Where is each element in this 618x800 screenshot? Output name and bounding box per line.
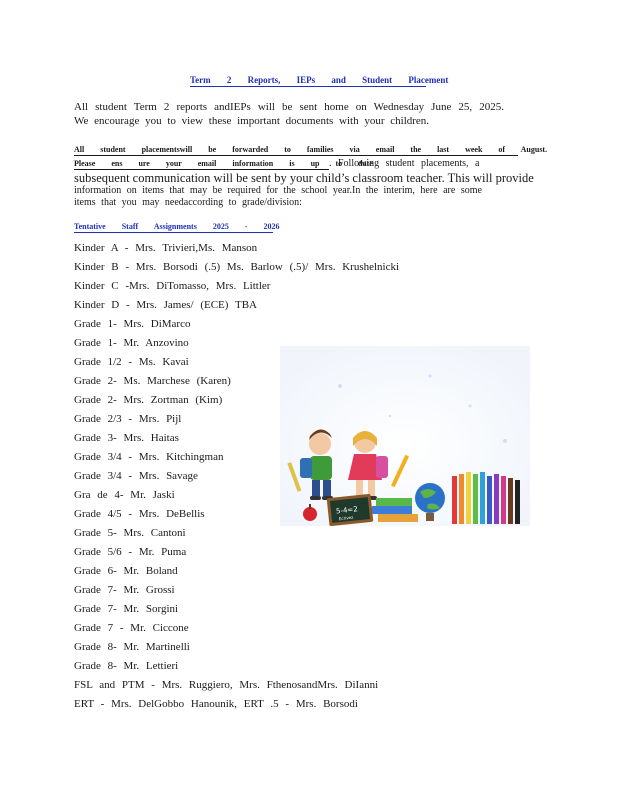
staff-item: Grade 1- Mrs. DiMarco <box>74 318 191 330</box>
staff-item: Grade 8- Mr. Martinelli <box>74 641 190 653</box>
chalkboard-text: 5-4=2 <box>335 505 359 516</box>
staff-item: Grade 2- Mrs. Zortman (Kim) <box>74 394 223 406</box>
staff-item: Kinder D - Mrs. James/ (ECE) TBA <box>74 299 257 311</box>
staff-item: Kinder A - Mrs. Trivieri,Ms. Manson <box>74 242 258 254</box>
staff-item: Grade 2- Ms. Marchese (Karen) <box>74 375 231 387</box>
chalkboard <box>327 494 374 526</box>
staff-heading: Tentative Staff Assignments 2025 - 2026 <box>74 222 280 231</box>
staff-item: FSL and PTM - Mrs. Ruggiero, Mrs. FthenosandMrs. DiIanni <box>74 679 379 691</box>
staff-item: Grade 4/5 - Mrs. DeBellis <box>74 508 205 520</box>
staff-item: Grade 7- Mr. Grossi <box>74 584 175 596</box>
section-heading-reports: Term 2 Reports, IEPs and Student Placement <box>190 75 449 85</box>
placement-line-5: items that you may needaccording to grade/division: <box>74 197 302 208</box>
staff-item: Kinder C -Mrs. DiTomasso, Mrs. Littler <box>74 280 271 292</box>
staff-item: Grade 1- Mr. Anzovino <box>74 337 189 349</box>
placement-line-3: subsequent communication will be sent by your child’s classroom teacher. This will provide <box>74 171 534 185</box>
placement-line-4: information on items that may be required for the school year.In the interim, here are some <box>74 185 482 196</box>
staff-item: Grade 7- Mr. Sorgini <box>74 603 179 615</box>
staff-item: Grade 6- Mr. Boland <box>74 565 178 577</box>
staff-item: Gra de 4- Mr. Jaski <box>74 489 175 501</box>
staff-item: Grade 5- Mrs. Cantoni <box>74 527 186 539</box>
staff-item: ERT - Mrs. DelGobbo Hanounik, ERT .5 - Mrs. Borsodi <box>74 698 358 710</box>
staff-item: Grade 2/3 - Mrs. Pijl <box>74 413 182 425</box>
staff-item: Kinder B - Mrs. Borsodi (.5) Ms. Barlow (.5)/ Mrs. Krushelnicki <box>74 261 400 273</box>
staff-item: Grade 5/6 - Mr. Puma <box>74 546 187 558</box>
chalkboard-subtext: Ecrivez <box>338 514 354 522</box>
placement-paragraph <box>74 142 548 209</box>
staff-item: Grade 3/4 - Mrs. Kitchingman <box>74 451 224 463</box>
email-reminder: Please ens ure your email information is up to date <box>74 159 373 168</box>
books-stack <box>372 498 418 522</box>
staff-item: Grade 8- Mr. Lettieri <box>74 660 179 672</box>
staff-item: Grade 3/4 - Mrs. Savage <box>74 470 198 482</box>
staff-item: Grade 7 - Mr. Ciccone <box>74 622 189 634</box>
staff-item: Grade 1/2 - Ms. Kavai <box>74 356 189 368</box>
back-to-school-illustration <box>280 346 530 526</box>
placement-line-2-rest: . Following student placements, a <box>329 158 480 169</box>
placement-line-2 <box>74 156 518 171</box>
staff-item: Grade 3- Mrs. Haitas <box>74 432 179 444</box>
placement-line-1: All student placementswill be forwarded to families via email the last week of August. <box>74 145 548 154</box>
intro-paragraph: All student Term 2 reports andIEPs will be sent home on Wednesday June 25, 2025. We encourage you to view these important documents with your children. <box>74 101 504 127</box>
